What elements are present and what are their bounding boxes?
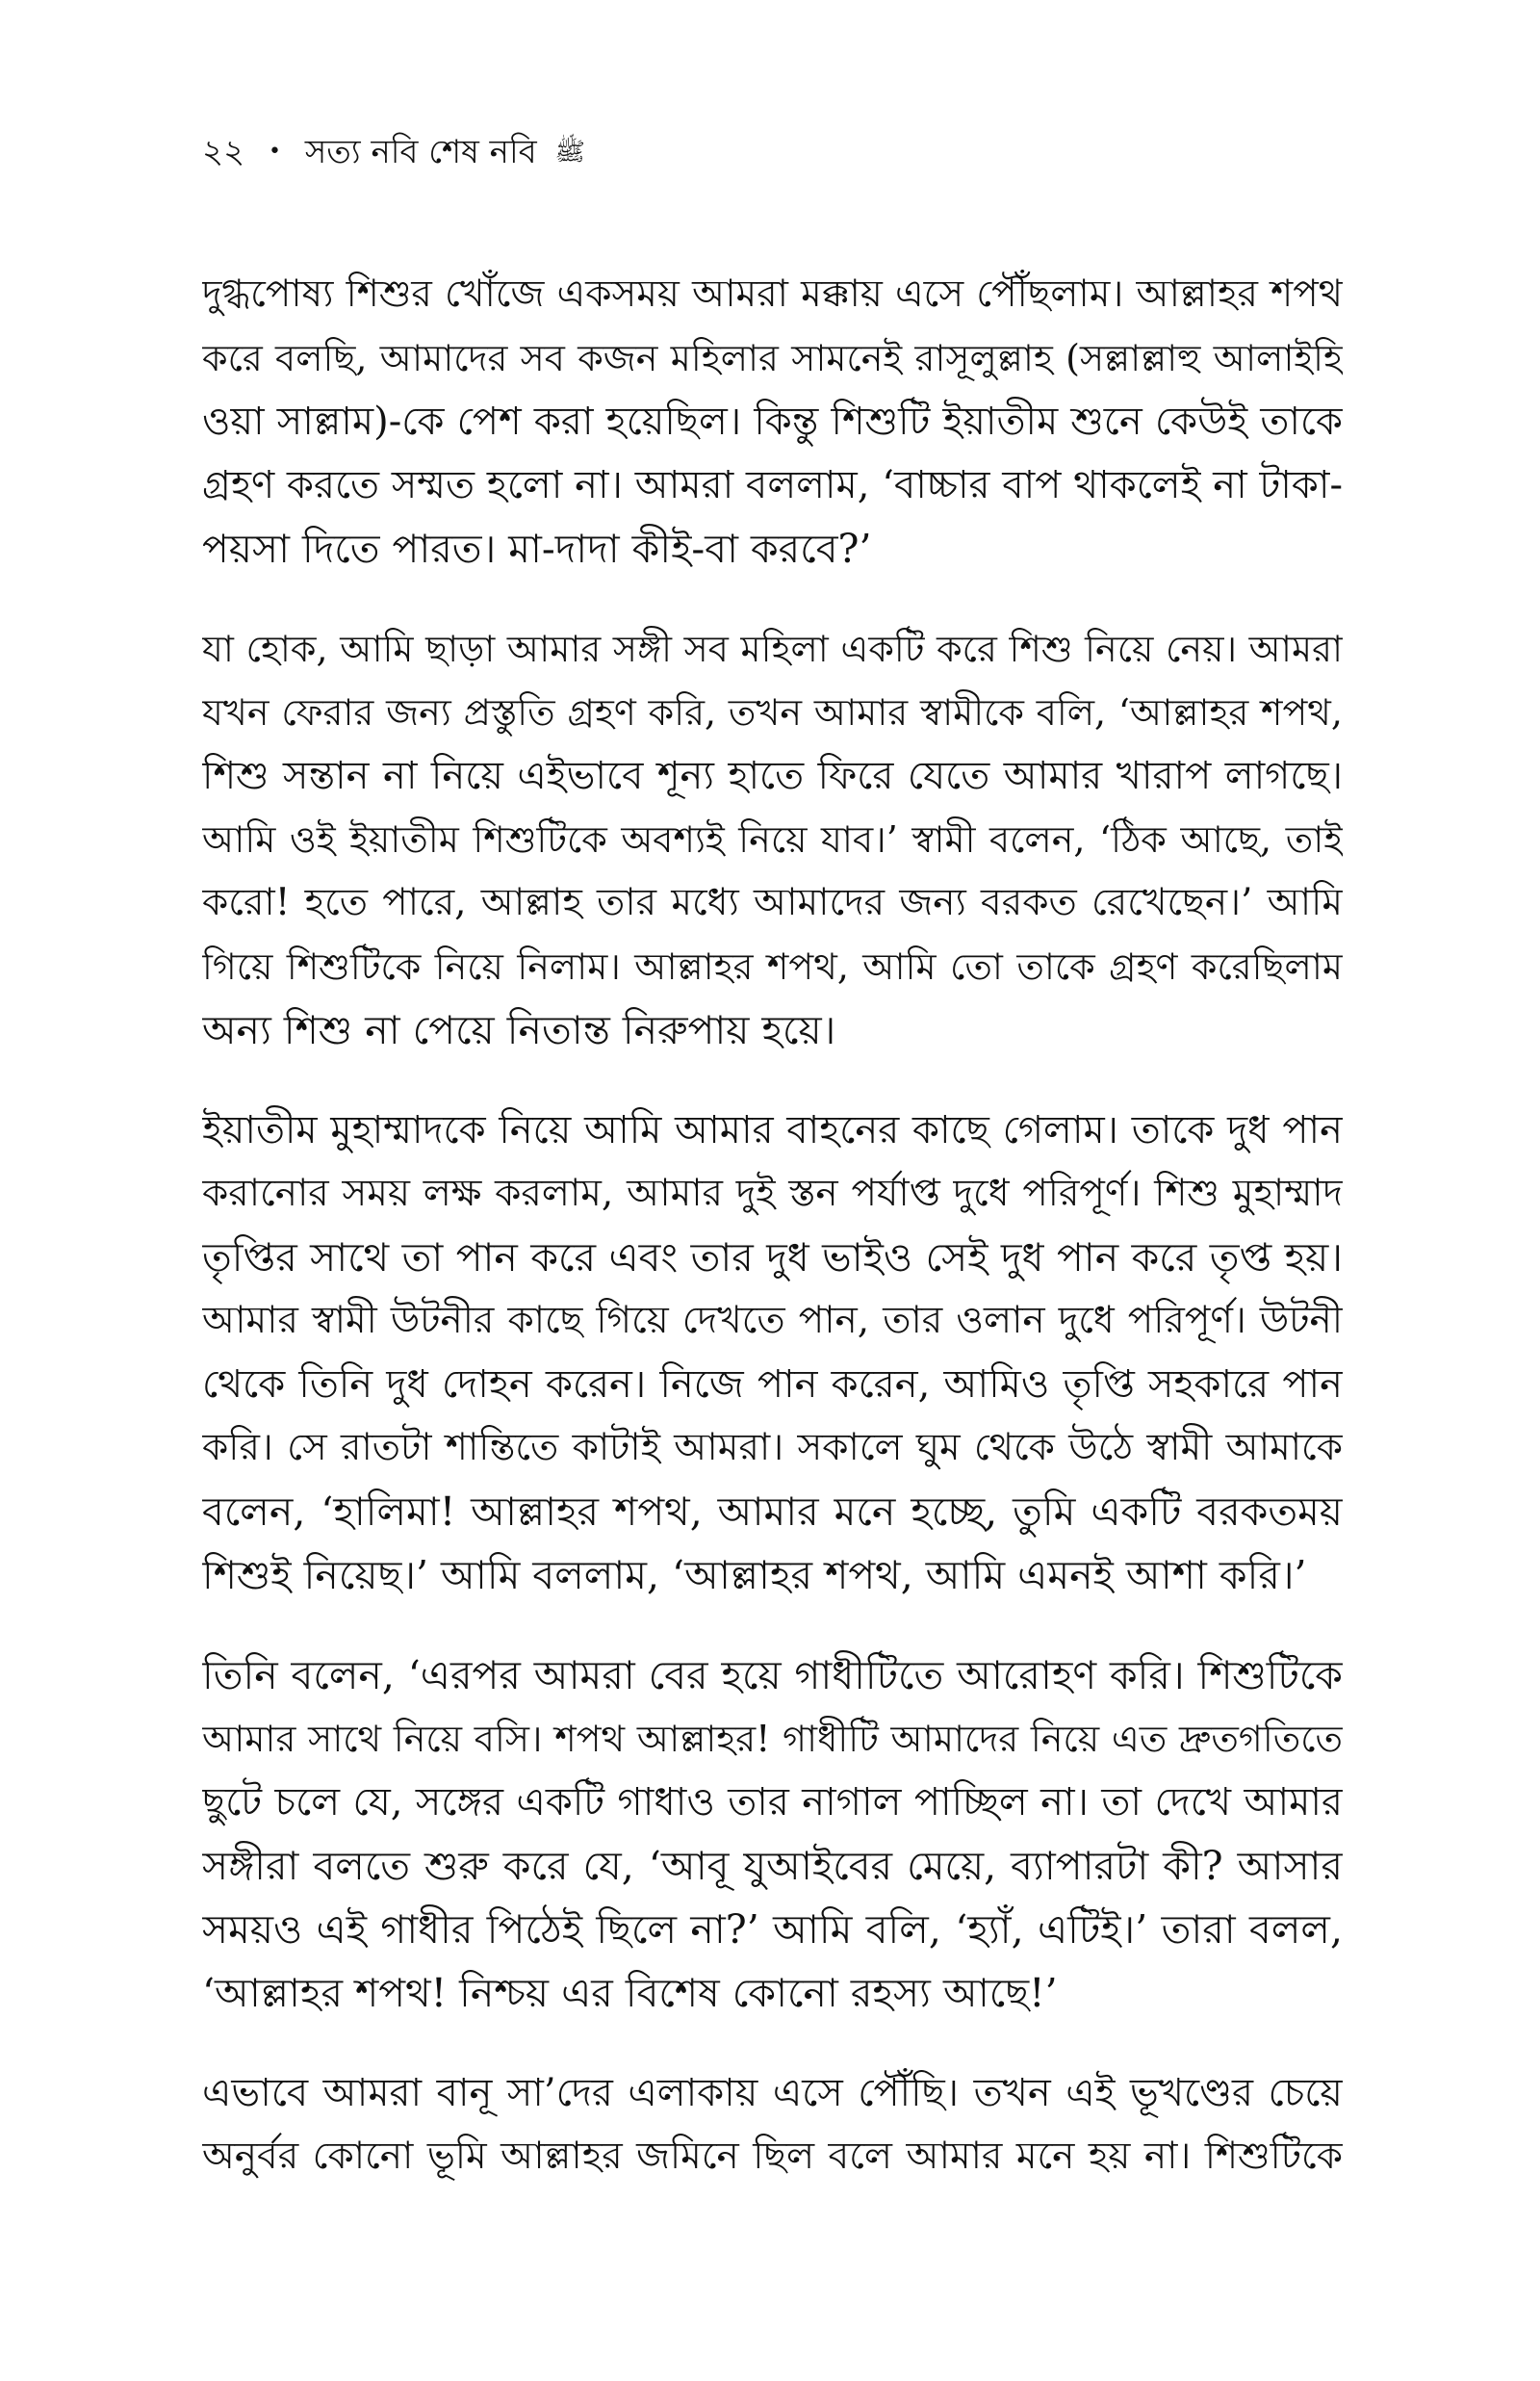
paragraph (202, 1643, 1343, 2025)
book-title: সত্য নবি শেষ নবি (304, 133, 537, 171)
page-header (202, 127, 585, 173)
paragraph (202, 617, 1343, 1062)
text-line: যা হোক, আমি ছাড়া আমার সঙ্গী সব মহিলা একটি করে শিশু নিয়ে নেয়। আমরা (202, 628, 1343, 670)
text-line: দুগ্ধপোষ্য শিশুর খোঁজে একসময় আমরা মক্কায় এসে পৌঁছলাম। আল্লাহর শপথ (202, 272, 1343, 316)
text-line: আমার স্বামী উটনীর কাছে গিয়ে দেখতে পান, তার ওলান দুধে পরিপূর্ণ। উটনী (202, 1299, 1343, 1342)
text-line: শিশু সন্তান না নিয়ে এইভাবে শূন্য হাতে ফিরে যেতে আমার খারাপ লাগছে। (202, 754, 1343, 798)
text-line: ‘আল্লাহর শপথ! নিশ্চয় এর বিশেষ কোনো রহস্য আছে!’ (202, 1970, 1058, 2016)
text-line: ইয়াতীম মুহাম্মাদকে নিয়ে আমি আমার বাহনের কাছে গেলাম। তাকে দুধ পান (202, 1108, 1343, 1152)
text-line: তৃপ্তির সাথে তা পান করে এবং তার দুধ ভাইও সেই দুধ পান করে তৃপ্ত হয়। (202, 1234, 1343, 1281)
text-line: যখন ফেরার জন্য প্রস্তুতি গ্রহণ করি, তখন আমার স্বামীকে বলি, ‘আল্লাহর শপথ, (202, 691, 1343, 734)
text-line: ছুটে চলে যে, সঙ্গের একটি গাধাও তার নাগাল পাচ্ছিল না। তা দেখে আমার (202, 1780, 1343, 1825)
text-line: সময়ও এই গাধীর পিঠেই ছিলে না?’ আমি বলি, ‘হ্যাঁ, এটিই।’ তারা বলল, (202, 1906, 1343, 1953)
page-number: ২২ (202, 133, 245, 171)
paragraph (202, 263, 1343, 581)
text-line: সঙ্গীরা বলতে শুরু করে যে, ‘আবূ যুআইবের মেয়ে, ব্যাপারটা কী? আসার (202, 1843, 1343, 1889)
text-line: শিশুই নিয়েছ।’ আমি বললাম, ‘আল্লাহর শপথ, আমি এমনই আশা করি।’ (202, 1552, 1307, 1598)
paragraph (202, 2061, 1343, 2188)
text-line: আমি ওই ইয়াতীম শিশুটিকে অবশ্যই নিয়ে যাব।’ স্বামী বলেন, ‘ঠিক আছে, তাই (202, 818, 1343, 861)
text-line: করে বলছি, আমাদের সব কজন মহিলার সামনেই রাসূলুল্লাহ (সল্লাল্লাহু আলাইহি (202, 337, 1343, 379)
honorific-symbol: ﷺ (554, 138, 585, 167)
text-line: অন্য শিশু না পেয়ে নিতান্ত নিরুপায় হয়ে। (202, 1007, 836, 1053)
text-line: আমার সাথে নিয়ে বসি। শপথ আল্লাহর! গাধীটি আমাদের নিয়ে এত দ্রুতগতিতে (202, 1718, 1343, 1760)
text-line: করো! হতে পারে, আল্লাহ তার মধ্যে আমাদের জন্য বরকত রেখেছেন।’ আমি (202, 881, 1343, 924)
text-line: থেকে তিনি দুধ দোহন করেন। নিজে পান করেন, আমিও তৃপ্তি সহকারে পান (202, 1362, 1343, 1407)
text-line: অনুর্বর কোনো ভূমি আল্লাহর জমিনে ছিল বলে আমার মনে হয় না। শিশুটিকে (202, 2135, 1343, 2178)
text-line: তিনি বলেন, ‘এরপর আমরা বের হয়ে গাধীটিতে আরোহণ করি। শিশুটিকে (202, 1652, 1343, 1698)
text-line: করানোর সময় লক্ষ করলাম, আমার দুই স্তন পর্যাপ্ত দুধে পরিপূর্ণ। শিশু মুহাম্মাদ (202, 1172, 1343, 1215)
text-line: ওয়া সাল্লাম)-কে পেশ করা হয়েছিল। কিন্তু শিশুটি ইয়াতীম শুনে কেউই তাকে (202, 400, 1343, 444)
text-line: এভাবে আমরা বানূ সা’দের এলাকায় এসে পৌঁছি। তখন এই ভূখণ্ডের চেয়ে (202, 2071, 1343, 2115)
text-line: বলেন, ‘হালিমা! আল্লাহর শপথ, আমার মনে হচ্ছে, তুমি একটি বরকতময় (202, 1488, 1343, 1535)
text-line: পয়সা দিতে পারত। মা-দাদা কীই-বা করবে?’ (202, 526, 872, 572)
body-text (202, 263, 1343, 2188)
text-line: করি। সে রাতটা শান্তিতে কাটাই আমরা। সকালে ঘুম থেকে উঠে স্বামী আমাকে (202, 1426, 1343, 1469)
paragraph (202, 1099, 1343, 1607)
text-line: গিয়ে শিশুটিকে নিয়ে নিলাম। আল্লাহর শপথ, আমি তো তাকে গ্রহণ করেছিলাম (202, 945, 1343, 988)
text-line: গ্রহণ করতে সম্মত হলো না। আমরা বললাম, ‘বাচ্চার বাপ থাকলেই না টাকা- (202, 463, 1343, 507)
header-separator: • (269, 140, 282, 164)
